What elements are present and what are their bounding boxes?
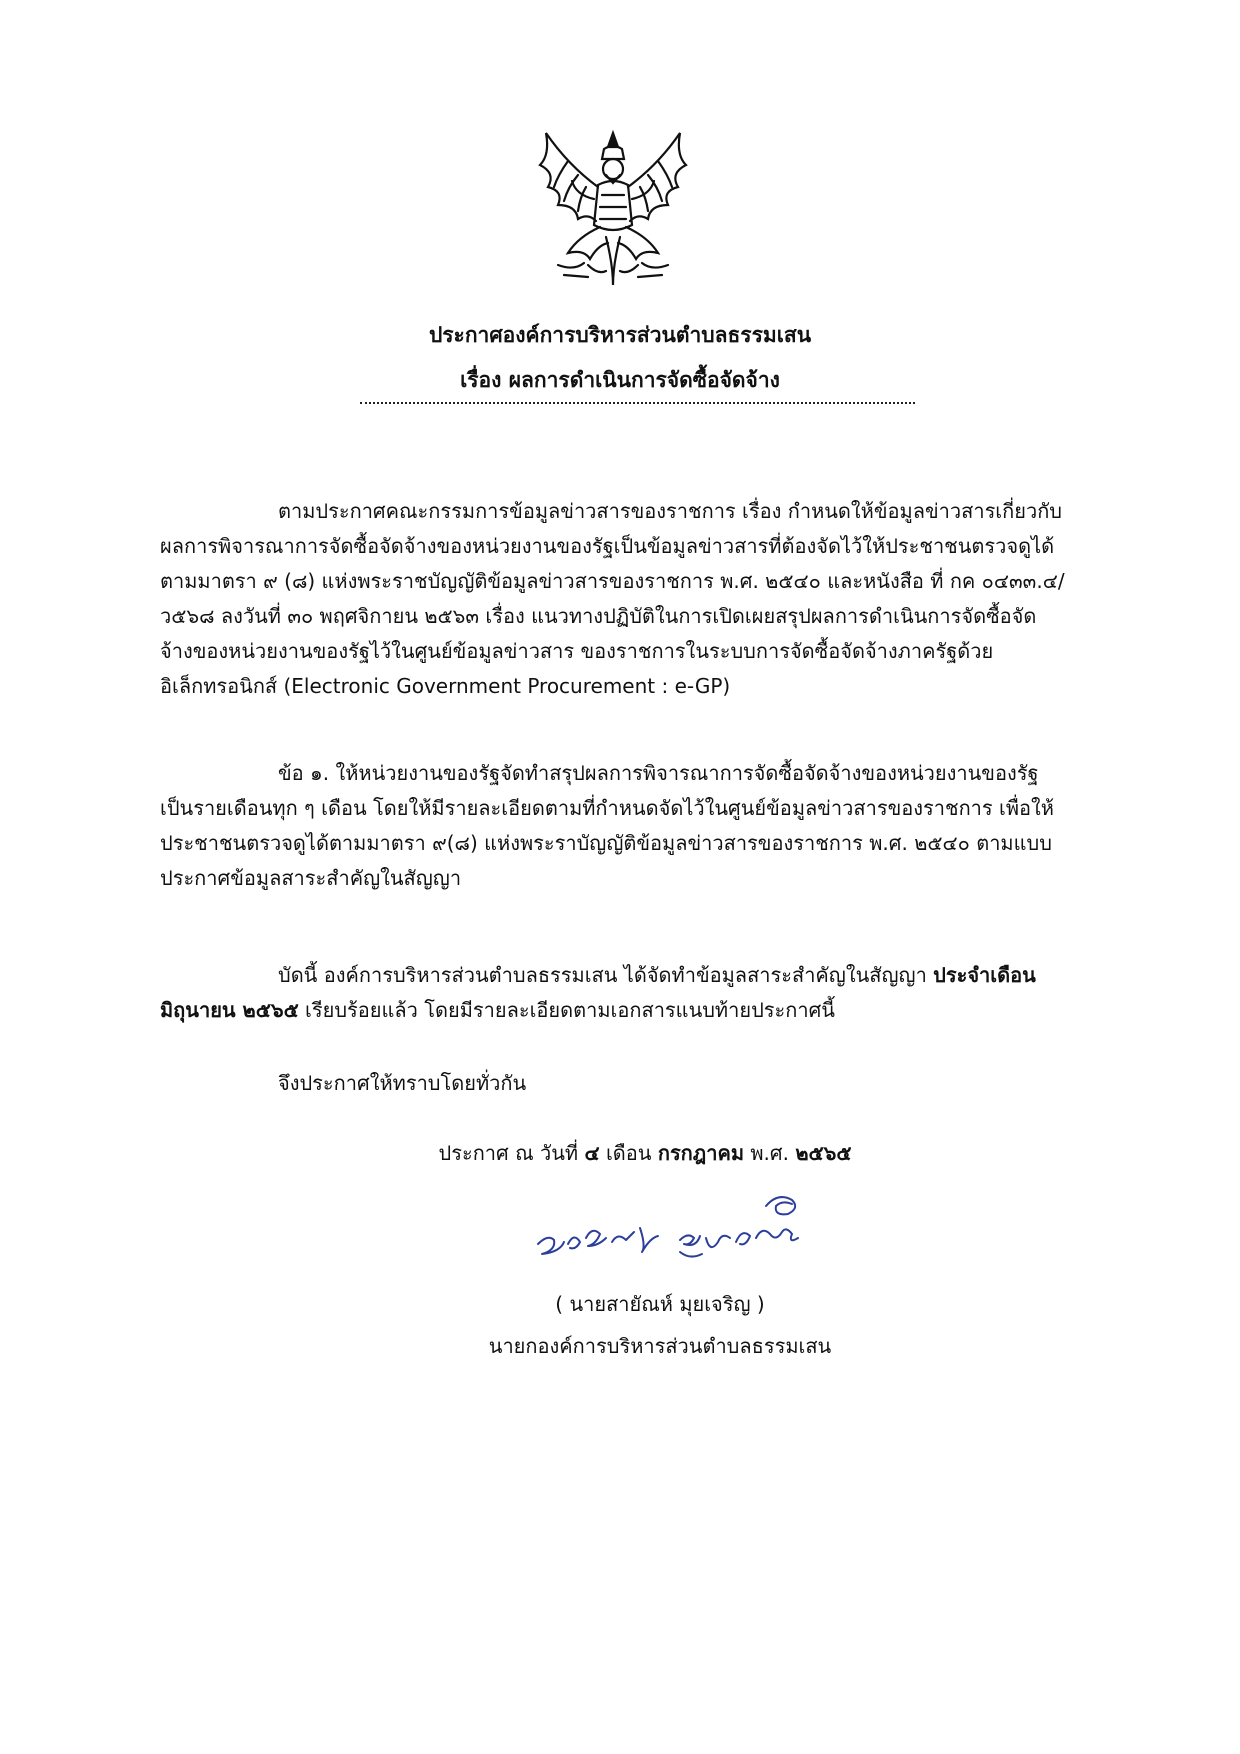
paragraph-line: ประกาศข้อมูลสาระสำคัญในสัญญา [160,866,462,890]
paragraph-line: อิเล็กทรอนิกส์ (Electronic Government Procurement : e-GP) [160,674,731,698]
signer-position: นายกองค์การบริหารส่วนตำบลธรรมเสน [488,1334,832,1358]
paragraph-text: บัดนี้ องค์การบริหารส่วนตำบลธรรมเสน ได้จัดทำข้อมูลสาระสำคัญในสัญญา [278,963,934,987]
paragraph-line [160,958,1113,993]
date-era: พ.ศ. [744,1141,796,1165]
signature-icon [530,1182,820,1278]
announcement-date [0,1136,1240,1171]
paragraph-line: ประชาชนตรวจดูได้ตามมาตรา ๙(๘) แห่งพระราบัญญัติข้อมูลข่าวสารของราชการ พ.ศ. ๒๕๔๐ ตามแบบ [160,831,1052,855]
month-label-bold: ประจำเดือน [933,963,1036,987]
paragraph-clause-1 [160,756,1113,896]
date-day: ๔ [584,1141,600,1165]
paragraph-line: ตามมาตรา ๙ (๘) แห่งพระราชบัญญัติข้อมูลข่าวสารของราชการ พ.ศ. ๒๕๔๐ และหนังสือ ที่ กค ๐๔๓๓.๔/ [160,569,1065,593]
paragraph-reference [160,494,1113,704]
dotted-divider [360,402,915,404]
date-year: ๒๕๖๕ [795,1141,852,1165]
paragraph-line: ข้อ ๑. ให้หน่วยงานของรัฐจัดทำสรุปผลการพิจารณาการจัดซื้อจัดจ้างของหน่วยงานของรัฐ [278,761,1039,785]
date-prefix: ประกาศ ณ วันที่ [438,1141,585,1165]
paragraph-line: ว๕๖๘ ลงวันที่ ๓๐ พฤศจิกายน ๒๕๖๓ เรื่อง แนวทางปฏิบัติในการเปิดเผยสรุปผลการดำเนินการจัดซื้อจัด [160,604,1037,628]
date-month: กรกฎาคม [657,1141,745,1165]
paragraph-line [160,993,1113,1028]
paragraph-line: จ้างของหน่วยงานของรัฐไว้ในศูนย์ข้อมูลข่าวสาร ของราชการในระบบการจัดซื้อจัดจ้างภาครัฐด้วย [160,639,994,663]
paragraph-closing: จึงประกาศให้ทราบโดยทั่วกัน [278,1071,527,1095]
signer-name: ( นายสายัณห์ มุยเจริญ ) [555,1292,765,1316]
paragraph-announcement [160,958,1113,1028]
paragraph-line: ตามประกาศคณะกรรมการข้อมูลข่าวสารของราชการ เรื่อง กำหนดให้ข้อมูลข่าวสารเกี่ยวกับ [278,499,1063,523]
garuda-emblem-icon [528,125,698,293]
date-month-label: เดือน [599,1141,658,1165]
announcement-subject: เรื่อง ผลการดำเนินการจัดซื้อจัดจ้าง [460,368,780,392]
paragraph-line: ผลการพิจารณาการจัดซื้อจัดจ้างของหน่วยงานของรัฐเป็นข้อมูลข่าวสารที่ต้องจัดไว้ให้ประชาชนตรวจดูได้ [160,534,1055,558]
paragraph-text: เรียบร้อยแล้ว โดยมีรายละเอียดตามเอกสารแนบท้ายประกาศนี้ [298,998,835,1022]
month-year-bold: มิถุนายน ๒๕๖๕ [160,998,299,1022]
paragraph-line: เป็นรายเดือนทุก ๆ เดือน โดยให้มีรายละเอียดตามที่กำหนดจัดไว้ในศูนย์ข้อมูลข่าวสารของราชการ เพื่อให้ [160,796,1054,820]
announcement-title: ประกาศองค์การบริหารส่วนตำบลธรรมเสน [428,323,812,347]
